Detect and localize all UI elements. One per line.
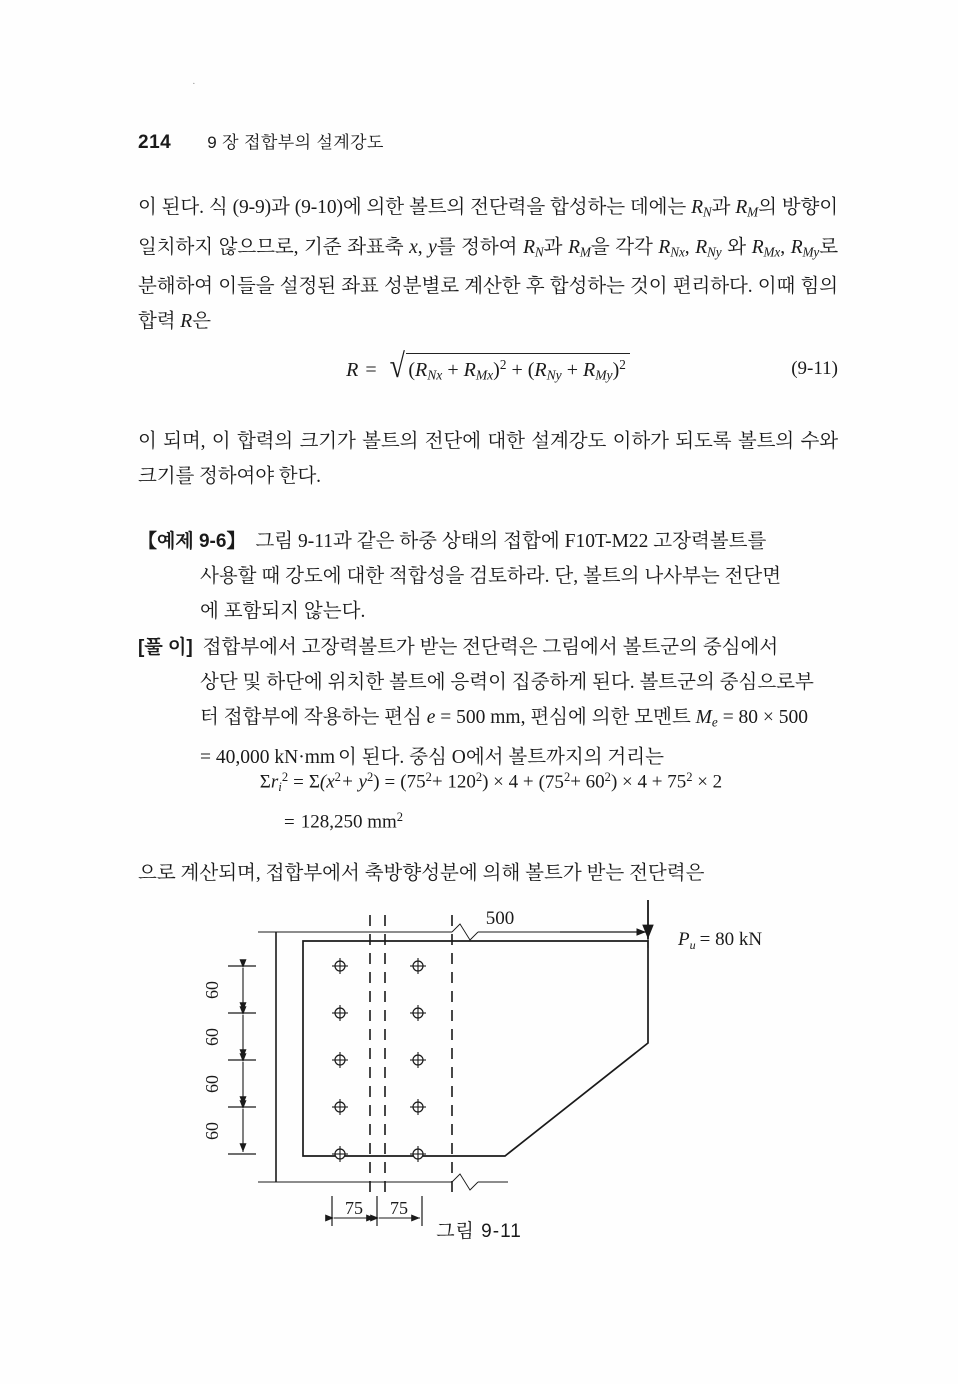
t2-close: ) [612,358,620,381]
example-label: 【예제 9-6】 [138,531,246,552]
radical-sign: √ [389,348,405,385]
symbol-y: y [428,236,437,258]
sum-t3-end: × 2 [692,771,723,793]
sol3-eq1: = 500 mm [435,707,521,728]
example-line-3: 에 포함되지 않는다. [200,601,366,622]
eq911-radicand [406,353,630,384]
sum-t2-plus: + 60 [570,771,605,793]
symbol-rm-2: R [568,236,580,258]
paragraph-after-sum: 으로 계산되며, 접합부에서 축방향성분에 의해 볼트가 받는 전단력은 [138,863,705,884]
t2-b: R [583,358,596,381]
t2-pow: 2 [619,357,626,372]
t2-a: R [534,358,547,381]
p1-seg3: 의 방향이 일치하지 않으므로, 기준 좌표축 [138,197,838,258]
equation-9-11 [138,348,838,385]
symbol-ri-sub: i [278,779,282,795]
t1-pow: 2 [499,357,507,372]
symbol-me: M [695,707,712,728]
sum-eq1: = [293,771,304,793]
sol4-b: 이 된다. 중심 O에서 볼트까지의 거리는 [338,746,664,768]
sum-t2-close: ) × 4 + 75 [610,771,687,793]
example-line-2: 사용할 때 강도에 대한 적합성을 검토하라. 단, 볼트의 나사부는 전단면 [200,566,782,587]
sol3-b: , 편심에 의한 모멘트 [520,707,696,728]
solution-line-1: 접합부에서 고장력볼트가 받는 전단력은 그림에서 볼트군의 중심에서 [202,637,779,658]
sum-equation-line-2 [138,810,958,834]
solution-label: [풀 이] [138,637,193,658]
p1-comma-3: , [780,236,791,258]
symbol-rny-sub: Ny [707,244,722,260]
load-label: $P_u = 80$ kN [678,929,763,952]
sol4-a: = 40,000 kN·mm [200,746,336,768]
symbol-rm-sub: M [747,204,759,220]
sum-close: ) [373,771,380,793]
t1-close: ) [493,358,500,381]
symbol-rm: R [735,197,748,218]
dimension-60-label-4: 60 [202,1122,222,1140]
sum-t3-sup: 2 [686,770,693,784]
symbol-rm-2-sub: M [579,244,591,260]
symbol-rmy: R [790,236,803,258]
paragraph-1 [138,190,838,339]
solution-line-2: 상단 및 하단에 위치한 볼트에 응력이 집중하게 된다. 볼트군의 중심으로부 [200,672,814,693]
sum-t2: (75 [538,771,564,793]
symbol-rn-sub: N [702,204,712,220]
t2-plus: + [566,358,578,381]
sum-t1-close: ) × 4 + [482,771,534,793]
sum-eq2: = [384,771,396,793]
symbol-x: x [409,236,418,258]
symbol-rn-2-sub: N [534,244,544,260]
sigma-2: Σ [308,771,320,793]
sum2-sup: 2 [396,810,404,824]
example-9-6-block [138,524,844,629]
sum2-eq: = [284,811,295,833]
symbol-ri: r [270,771,279,793]
sum-equation-line-1 [138,770,844,795]
p1-seg8: 은 [192,311,211,333]
t1-a: R [414,358,428,381]
p1-seg1: 이 된다. 식 (9-9)과 (9-10)에 의한 볼트의 전단력을 합성하는 데에는 [138,197,692,218]
paragraph-2: 이 되며, 이 합력의 크기가 볼트의 전단에 대한 설계강도 이하가 되도록 볼트의 수와 크기를 정하여야 한다. [138,431,838,487]
example-line-1: 그림 9-11과 같은 하중 상태의 접합에 F10T-M22 고장력볼트를 [255,531,767,552]
dimension-60-label-3: 60 [202,1075,222,1093]
sum-t2-sup2: 2 [604,770,611,784]
sol3-eq2: = 80 × 500 [717,707,809,728]
symbol-rmx-sub: Mx [763,244,781,260]
symbol-me-sub: e [711,714,718,730]
p1-seg6: 을 각각 [590,236,659,258]
p1-seg5: 과 [543,236,569,258]
solution-block [138,630,844,775]
mid-plus: + [511,358,523,381]
eq911-sqrt [388,348,630,385]
symbol-rn-2: R [523,236,535,258]
sum-t2-sup: 2 [563,770,571,784]
sum-y-sup: 2 [366,770,374,784]
symbol-rmx: R [751,236,764,258]
p1-comma-2: , [684,236,696,258]
eq911-equals: = [365,359,377,381]
dimension-60-label-2: 60 [202,1028,222,1046]
symbol-rnx: R [658,236,671,258]
sum2-value: 128,250 mm [300,811,397,833]
dimension-75-label-2: 75 [390,1198,408,1218]
t2-b-sub: My [595,367,613,383]
symbol-ri-sup: 2 [281,770,289,784]
symbol-rny: R [695,236,708,258]
sum-t1-plus: + 120 [431,771,476,793]
sol3-a: 터 접합부에 작용하는 편심 [200,707,427,728]
sum-t1-sup: 2 [425,770,432,784]
t1-a-sub: Nx [427,367,443,383]
sum-t1: (75 [400,771,426,793]
t2-open: ( [527,358,535,381]
equation-number: (9-11) [791,358,838,379]
running-head [138,128,384,154]
t1-open: ( [408,358,415,381]
page-number: 214 [138,132,172,153]
scan-artifact: · [192,78,196,90]
t1-plus: + [447,358,459,381]
chapter-title: 9 장 접합부의 설계강도 [207,133,384,152]
symbol-e: e [426,707,436,728]
p1-seg2: 과 [711,197,736,218]
p1-seg7: 로 분해하여 이들을 설정된 좌표 성분별로 계산한 후 합성하는 것이 편리하다. 이때 힘의 합력 [138,236,838,333]
p1-seg4: 를 정하여 [436,236,524,258]
t2-a-sub: Ny [546,367,562,383]
sum-x-sup: 2 [334,770,341,784]
t1-b: R [463,358,476,381]
dimension-500-label: 500 [485,908,515,929]
p1-comma: , [417,236,429,258]
symbol-r: R [180,311,193,333]
dimension-60-label-1: 60 [202,981,222,999]
t1-b-sub: Mx [475,367,494,383]
symbol-rnx-sub: Nx [670,244,685,260]
p1-wa: 와 [721,236,752,258]
symbol-rmy-sub: My [802,244,820,260]
sum-t1-sup2: 2 [475,770,483,784]
symbol-rn: R [691,197,703,218]
sigma-1: Σ [259,771,271,793]
figure-caption: 그림 9-11 [436,1221,522,1242]
sum-plus-y: + y [340,771,367,793]
dimension-75-label-1: 75 [345,1198,363,1218]
bolt-group [332,958,426,1162]
eq911-lhs: R [346,359,359,381]
sum-paren-x: (x [319,771,335,793]
solution-line-3 [200,700,844,740]
